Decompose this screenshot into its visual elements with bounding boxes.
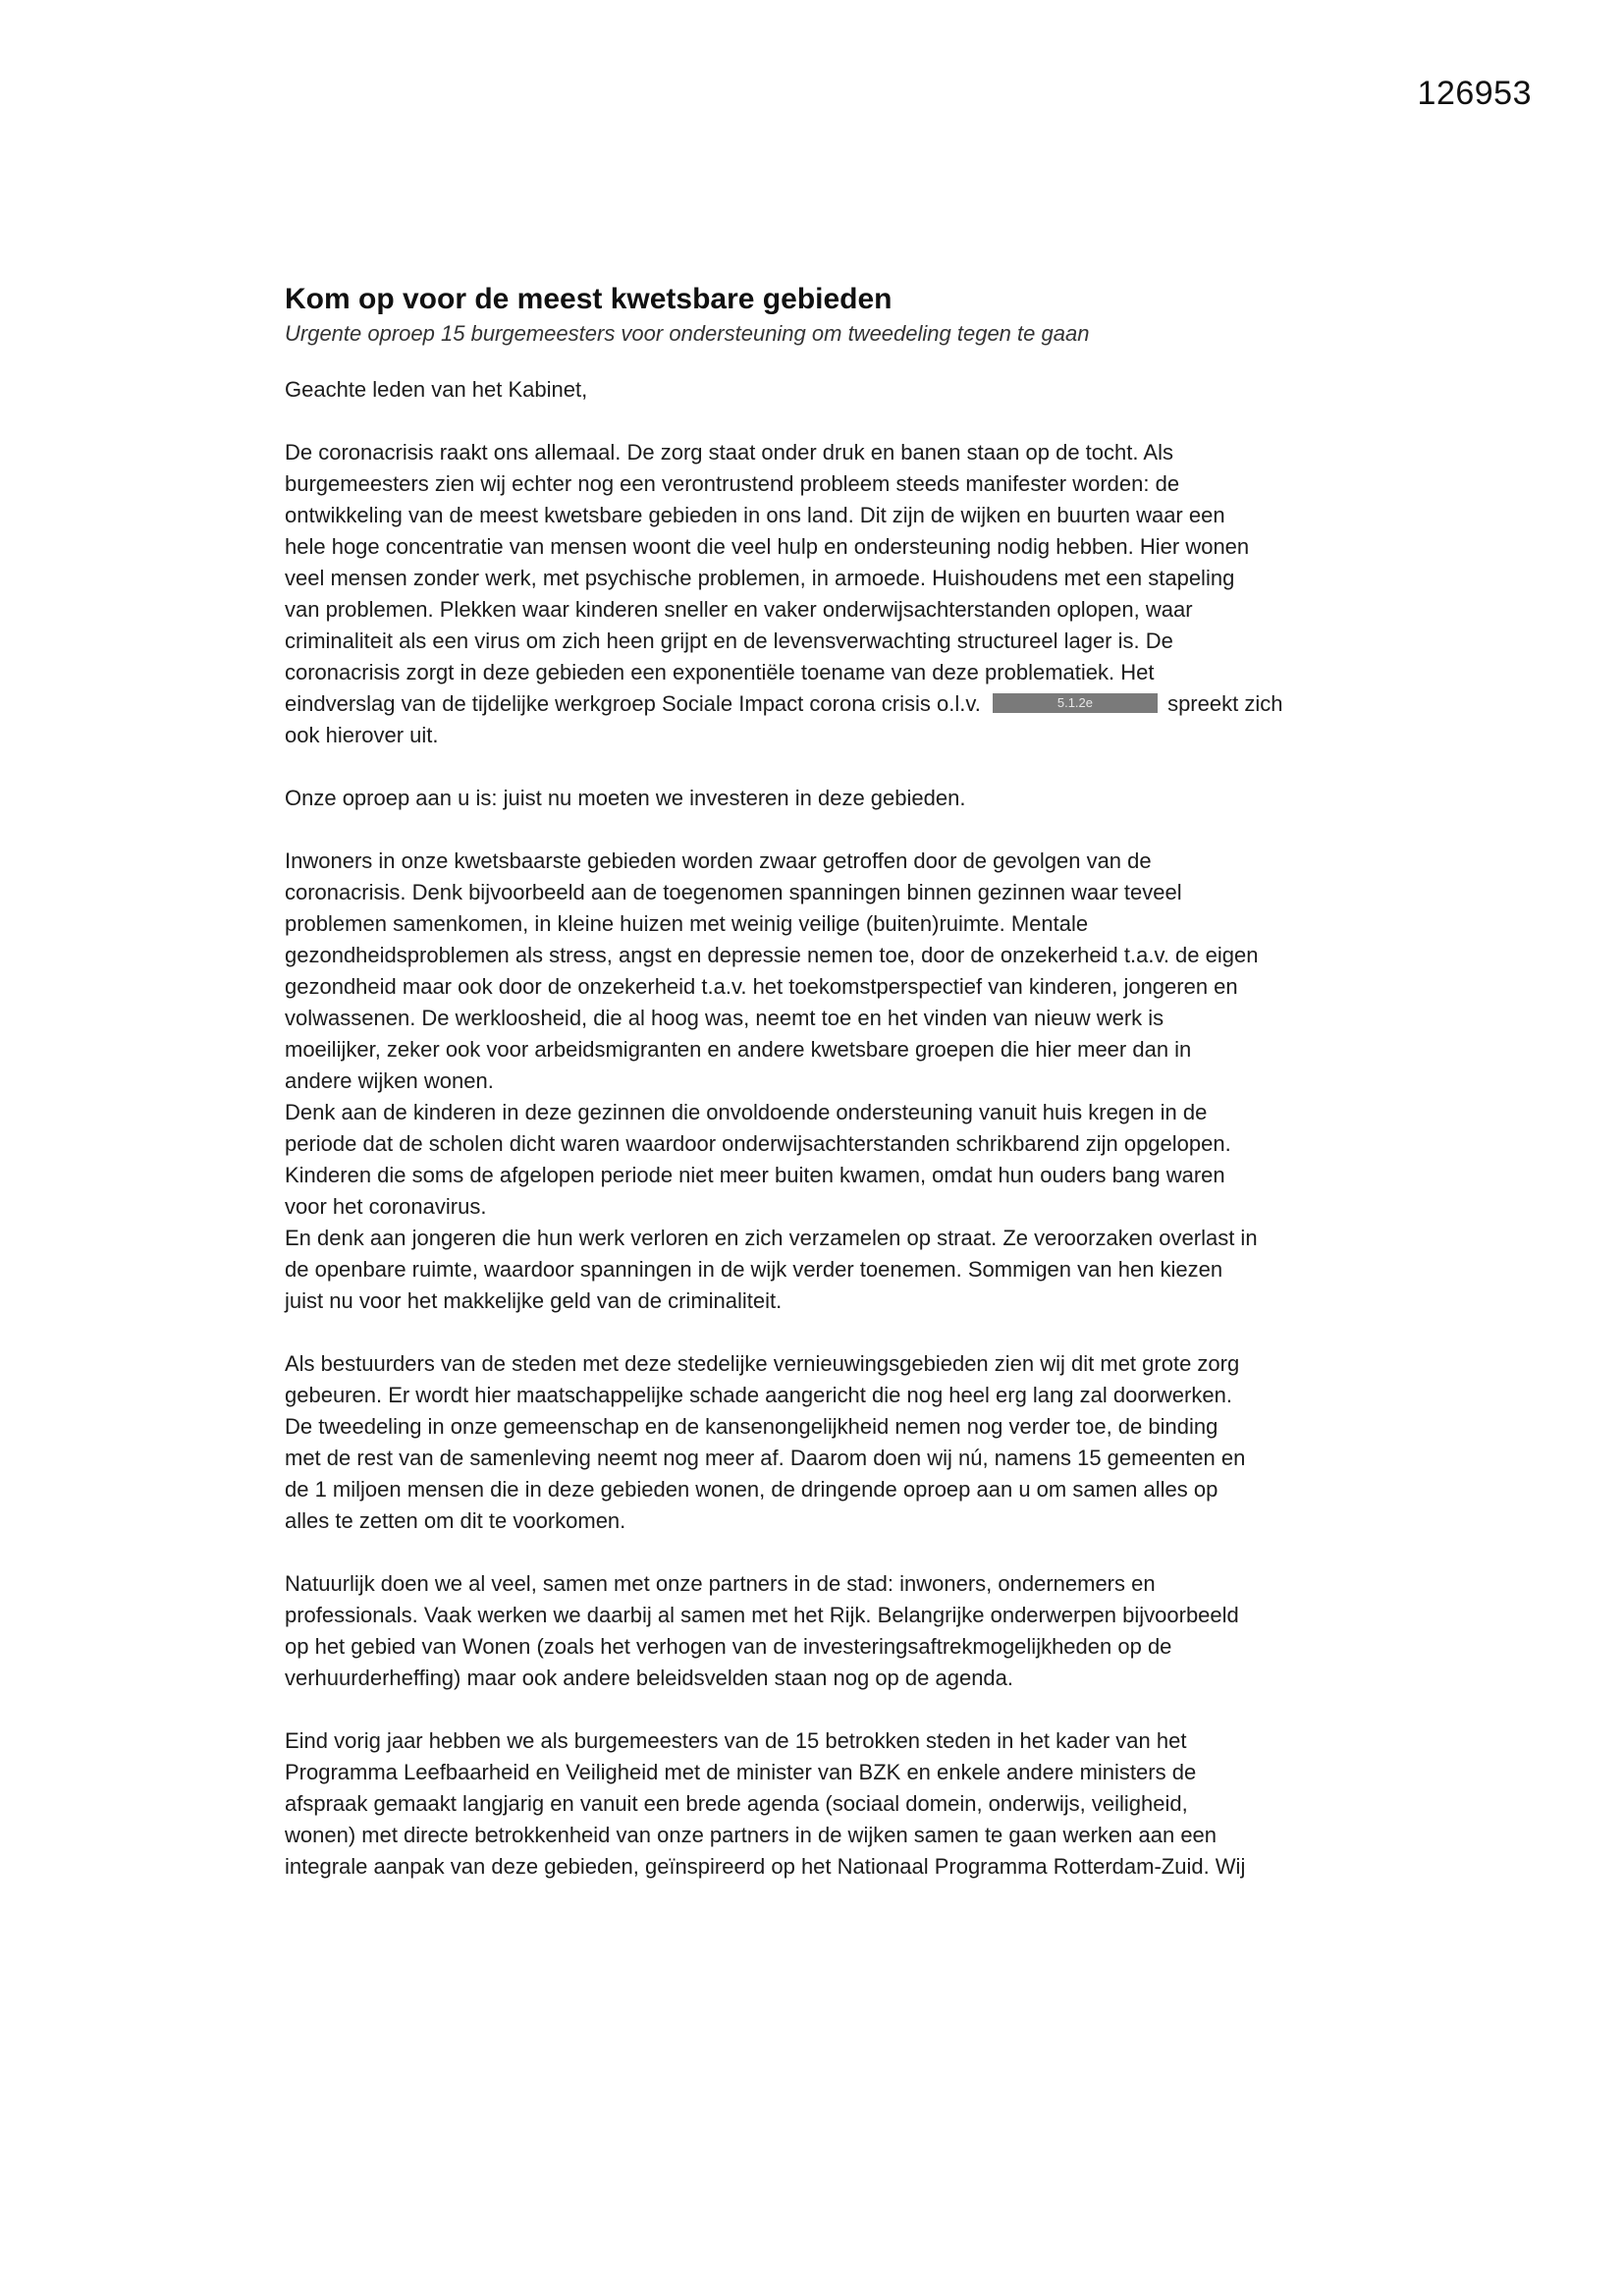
text-line: gezondheidsproblemen als stress, angst en depressie nemen toe, door de onzekerheid t.a.v. de eigen	[285, 943, 1259, 967]
text-line: Als bestuurders van de steden met deze stedelijke vernieuwingsgebieden zien wij dit met grote zorg	[285, 1351, 1240, 1376]
text-line: Eind vorig jaar hebben we als burgemeesters van de 15 betrokken steden in het kader van het	[285, 1728, 1187, 1753]
letter-subtitle: Urgente oproep 15 burgemeesters voor ondersteuning om tweedeling tegen te gaan	[285, 321, 1090, 346]
text-line: de openbare ruimte, waardoor spanningen in de wijk verder toenemen. Sommigen van hen kiezen	[285, 1257, 1223, 1282]
text-line: hele hoge concentratie van mensen woont die veel hulp en ondersteuning nodig hebben. Hier wonen	[285, 534, 1250, 559]
text-line: gebeuren. Er wordt hier maatschappelijke schade aangericht die nog heel erg lang zal doorwerken.	[285, 1383, 1232, 1407]
text-line: Natuurlijk doen we al veel, samen met onze partners in de stad: inwoners, ondernemers en	[285, 1571, 1156, 1596]
letter-body	[285, 280, 1365, 1883]
text-line: veel mensen zonder werk, met psychische problemen, in armoede. Huishoudens met een stapeling	[285, 566, 1235, 590]
text-line: En denk aan jongeren die hun werk verloren en zich verzamelen op straat. Ze veroorzaken overlast in	[285, 1226, 1258, 1250]
document-number: 126953	[1417, 75, 1532, 112]
text-line: op het gebied van Wonen (zoals het verhogen van de investeringsaftrekmogelijkheden op de	[285, 1634, 1172, 1659]
text-after-redaction: spreekt zich	[1167, 691, 1283, 716]
text-line: ook hierover uit.	[285, 723, 439, 747]
text-line: ontwikkeling van de meest kwetsbare gebieden in ons land. Dit zijn de wijken en buurten waar een	[285, 503, 1225, 527]
text-line: moeilijker, zeker ook voor arbeidsmigranten en andere kwetsbare groepen die hier meer dan in	[285, 1037, 1192, 1062]
text-line: afspraak gemaakt langjarig en vanuit een brede agenda (sociaal domein, onderwijs, veiligheid,	[285, 1791, 1188, 1816]
text-before-redaction: eindverslag van de tijdelijke werkgroep Sociale Impact corona crisis o.l.v.	[285, 691, 981, 716]
text-line: periode dat de scholen dicht waren waardoor onderwijsachterstanden schrikbarend zijn opgelopen.	[285, 1131, 1231, 1156]
letter-title: Kom op voor de meest kwetsbare gebieden	[285, 283, 893, 315]
paragraph-call-to-action	[285, 783, 1365, 814]
paragraph-agreement	[285, 1725, 1365, 1883]
text-line: met de rest van de samenleving neemt nog meer af. Daarom doen wij nú, namens 15 gemeenten en	[285, 1446, 1246, 1470]
text-line: problemen samenkomen, in kleine huizen met weinig veilige (buiten)ruimte. Mentale	[285, 911, 1089, 936]
text-line: criminaliteit als een virus om zich heen grijpt en de levensverwachting structureel lager is. De	[285, 629, 1173, 653]
paragraph-impact	[285, 846, 1365, 1317]
text-line: Programma Leefbaarheid en Veiligheid met de minister van BZK en enkele andere ministers de	[285, 1760, 1197, 1784]
text-line: coronacrisis. Denk bijvoorbeeld aan de toegenomen spanningen binnen gezinnen waar teveel	[285, 880, 1182, 904]
text-line: alles te zetten om dit te voorkomen.	[285, 1508, 626, 1533]
paragraph-concern	[285, 1348, 1365, 1537]
salutation: Geachte leden van het Kabinet,	[285, 377, 588, 402]
text-line: verhuurderheffing) maar ook andere beleidsvelden staan nog op de agenda.	[285, 1666, 1014, 1690]
text-line: voor het coronavirus.	[285, 1194, 487, 1219]
text-line: van problemen. Plekken waar kinderen sneller en vaker onderwijsachterstanden oplopen, waar	[285, 597, 1193, 622]
text-line: professionals. Vaak werken we daarbij al samen met het Rijk. Belangrijke onderwerpen bijvoorbeeld	[285, 1603, 1239, 1627]
text-line: andere wijken wonen.	[285, 1068, 494, 1093]
text-line: Denk aan de kinderen in deze gezinnen die onvoldoende ondersteuning vanuit huis kregen in de	[285, 1100, 1208, 1124]
text-line: juist nu voor het makkelijke geld van de criminaliteit.	[285, 1288, 783, 1313]
text-line: Kinderen die soms de afgelopen periode niet meer buiten kwamen, omdat hun ouders bang waren	[285, 1163, 1225, 1187]
text-line: De tweedeling in onze gemeenschap en de kansenongelijkheid nemen nog verder toe, de binding	[285, 1414, 1218, 1439]
text-line: Onze oproep aan u is: juist nu moeten we investeren in deze gebieden.	[285, 786, 966, 810]
text-line: De coronacrisis raakt ons allemaal. De zorg staat onder druk en banen staan op de tocht. Als	[285, 440, 1173, 465]
text-line: wonen) met directe betrokkenheid van onze partners in de wijken samen te gaan werken aan een	[285, 1823, 1218, 1847]
redaction-box: 5.1.2e	[993, 693, 1158, 713]
text-line: integrale aanpak van deze gebieden, geïnspireerd op het Nationaal Programma Rotterdam-Zuid. Wij	[285, 1854, 1246, 1879]
text-line: burgemeesters zien wij echter nog een verontrustend probleem steeds manifester worden: de	[285, 471, 1180, 496]
paragraph-partners	[285, 1568, 1365, 1694]
paragraph-intro	[285, 437, 1365, 751]
text-line: de 1 miljoen mensen die in deze gebieden wonen, de dringende oproep aan u om samen alles op	[285, 1477, 1218, 1502]
text-line: Inwoners in onze kwetsbaarste gebieden worden zwaar getroffen door de gevolgen van de	[285, 848, 1152, 873]
text-line: gezondheid maar ook door de onzekerheid t.a.v. het toekomstperspectief van kinderen, jongeren en	[285, 974, 1238, 999]
text-line: coronacrisis zorgt in deze gebieden een exponentiële toename van deze problematiek. Het	[285, 660, 1155, 684]
text-line-with-redaction	[285, 688, 1365, 720]
text-line: volwassenen. De werkloosheid, die al hoog was, neemt toe en het vinden van nieuw werk is	[285, 1006, 1164, 1030]
